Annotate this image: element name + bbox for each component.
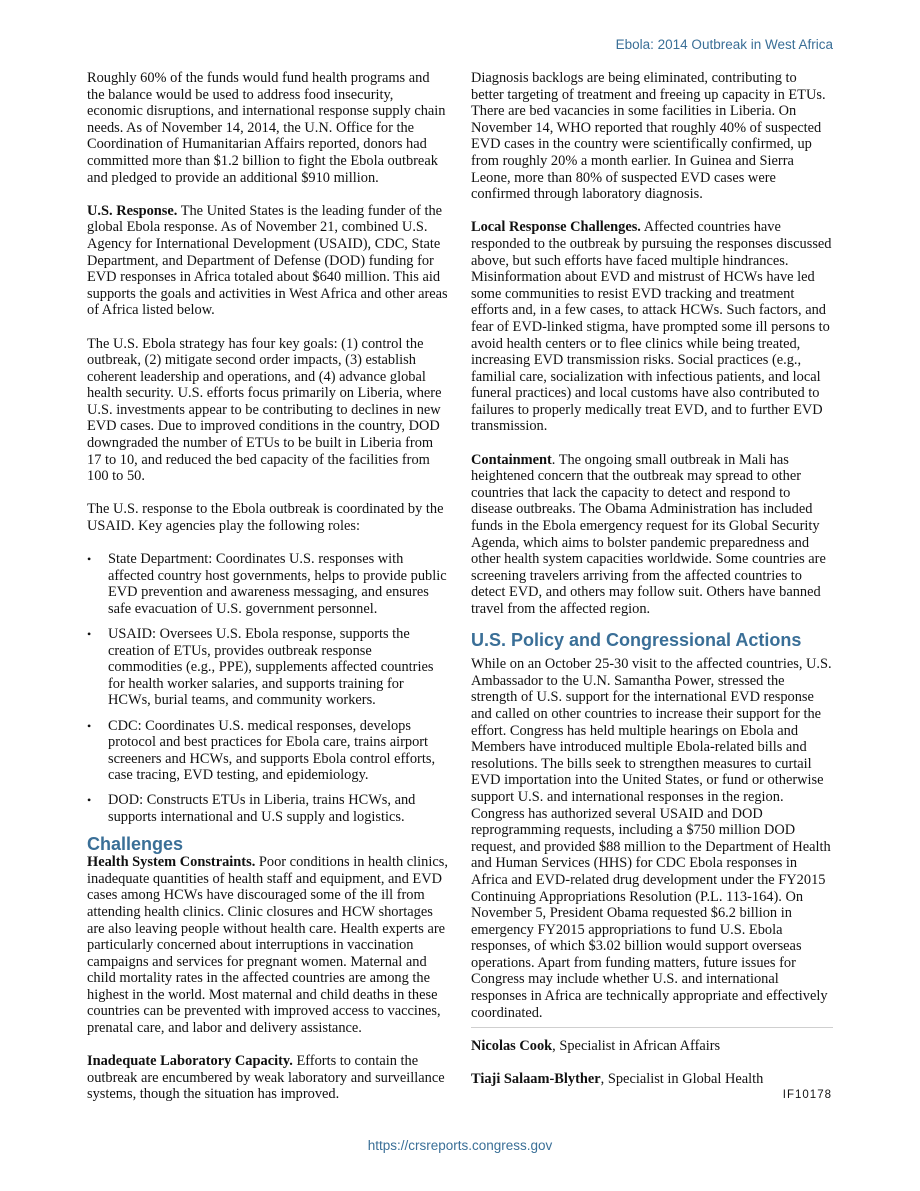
policy-paragraph: While on an October 25-30 visit to the affected countries, U.S. Ambassador to the U.N. Samantha Power, stressed the strength of U.S. support for the international EVD response and called on other countries to increase their support for the effort. Congress has held multiple hearings on Ebola and Members have introduced multiple Ebola-related bills and resolutions. The bills seek to strengthen measures to curtail EVD importation into the United States, or fund or otherwise support U.S. and international responses in the region. Congress has authorized several USAID and DOD reprogramming requests, including a $750 million DOD request, and provided $88 million to the Department of Health and Human Services (HHS) for CDC Ebola responses in Africa and EVD-related drug development under the FY2015 Continuing Appropriations Resolution (P.L. 113-164). On November 5, President Obama requested $6.2 billion in emergency FY2015 appropriations to fund U.S. Ebola responses, of which $3.02 billion would support overseas operations. Apart from funding matters, future issues for Congress may include whether U.S. and international responses in Africa are technically appropriate and effectively coordinated. <box>471 656 832 1021</box>
bullet-icon: • <box>87 627 92 642</box>
left-column <box>87 70 449 1103</box>
footer-url-link[interactable]: https://crsreports.congress.gov <box>367 1138 553 1153</box>
author-line <box>471 1071 833 1088</box>
report-id: IF10178 <box>782 1089 832 1101</box>
containment-text: . The ongoing small outbreak in Mali has heightened concern that the outbreak may spread to other countries that lack the capacity to detect and respond to disease outbreaks. The Obama Administration has included funds in the Ebola emergency request for its Global Security Agenda, which aims to bolster pandemic preparedness and other health system capacities worldwide. Some countries are screening travelers arriving from the affected countries to detect EVD, and others may follow suit. Others have banned travel from the affected region. <box>471 451 826 617</box>
lab-capacity-lead: Inadequate Laboratory Capacity. <box>87 1053 293 1070</box>
author-line <box>471 1038 833 1055</box>
containment-lead: Containment <box>471 451 552 468</box>
local-response-lead: Local Response Challenges. <box>471 219 641 236</box>
bullet-icon: • <box>87 552 92 567</box>
health-system-paragraph <box>87 854 449 1037</box>
running-header-title: Ebola: 2014 Outbreak in West Africa <box>615 37 833 52</box>
author-divider <box>471 1027 833 1028</box>
bullet-icon: • <box>87 793 92 808</box>
strategy-paragraph: The U.S. Ebola strategy has four key goals: (1) control the outbreak, (2) mitigate second order impacts, (3) establish coherent leadership and operations, and (4) advance global health security. U.S. efforts focus primarily on Liberia, where U.S. investments appear to be contributing to declines in new EVD cases. Due to improved conditions in the country, DOD downgraded the number of ETUs to be built in Liberia from 17 to 10, and reduced the bed capacity of the facilities from 100 to 50. <box>87 335 442 485</box>
list-item <box>87 551 449 617</box>
health-system-lead: Health System Constraints. <box>87 854 256 871</box>
containment-paragraph <box>471 452 833 618</box>
role-cdc: CDC: Coordinates U.S. medical responses, develops protocol and best practices for Ebola care, trains airport screeners and HCWs, and supports Ebola control efforts, case tracing, EVD testing, and epidemiology. <box>108 717 436 784</box>
role-usaid: USAID: Oversees U.S. Ebola response, supports the creation of ETUs, provides outbreak response commodities (e.g., PPE), supplements affected countries for health worker salaries, and supports training for HCWs, burial teams, and community workers. <box>108 626 434 709</box>
author-title: , Specialist in Global Health <box>600 1071 764 1088</box>
author-name: Nicolas Cook <box>471 1038 553 1055</box>
funds-paragraph: Roughly 60% of the funds would fund health programs and the balance would be used to address food insecurity, economic disruptions, and international response supply chain needs. As of November 14, 2014, the U.N. Office for the Coordination of Humanitarian Affairs reported, donors had committed more than $1.2 billion to fight the Ebola outbreak and pledged to provide an additional $910 million. <box>87 70 446 186</box>
coordination-paragraph: The U.S. response to the Ebola outbreak is coordinated by the USAID. Key agencies play the following roles: <box>87 501 444 535</box>
challenges-heading: Challenges <box>87 834 184 855</box>
us-response-text: The United States is the leading funder of the global Ebola response. As of November 21, combined U.S. Agency for International Development (USAID), CDC, State Department, and Department of Defense (DOD) funding for EVD responses in Africa totaled about $640 million. This aid supports the goals and activities in West Africa and other areas of Africa listed below. <box>87 202 448 319</box>
agency-roles-list <box>87 551 449 825</box>
author-name: Tiaji Salaam-Blyther <box>471 1071 601 1088</box>
list-item <box>87 718 449 784</box>
role-dod: DOD: Constructs ETUs in Liberia, trains HCWs, and supports international and U.S supply and logistics. <box>108 792 416 826</box>
author-title: , Specialist in African Affairs <box>552 1038 721 1055</box>
local-response-text: Affected countries have responded to the outbreak by pursuing the responses discussed above, but such efforts have faced multiple hindrances. Misinformation about EVD and mistrust of HCWs have led some communities to resist EVD tracking and treatment efforts and, in a few cases, to attack HCWs. Such factors, and fear of EVD-linked stigma, have prompted some ill persons to avoid health centers or to flee clinics while being treated, increasing EVD transmission risks. Social practices (e.g., familial care, socialization with infectious patients, and local funeral practices) and local customs have also contributed to failures to properly medically treat EVD, and to further EVD transmission. <box>471 219 832 435</box>
list-item <box>87 626 449 709</box>
lab-capacity-text: Efforts to contain the outbreak are encumbered by weak laboratory and surveillance systems, though the situation has improved. <box>87 1053 445 1103</box>
right-column <box>471 70 833 1105</box>
bullet-icon: • <box>87 718 92 733</box>
us-response-lead: U.S. Response. <box>87 202 178 219</box>
local-response-paragraph <box>471 219 833 435</box>
list-item <box>87 792 449 825</box>
policy-heading: U.S. Policy and Congressional Actions <box>471 630 802 651</box>
health-system-text: Poor conditions in health clinics, inadequate quantities of health staff and equipment, and EVD cases among HCWs have discouraged some of the ill from attending health clinics. Clinic closures and HCW shortages are also leaving people without health care. Health experts are particularly concerned about interruptions in vaccination campaigns and services for pregnant women. Maternal and child mortality rates in the affected countries are among the highest in the world. Most maternal and child deaths in these countries can be prevented with improved access to vaccines, prenatal care, and labor and delivery assistance. <box>87 854 448 1037</box>
lab-capacity-paragraph <box>87 1053 449 1103</box>
role-state-department: State Department: Coordinates U.S. responses with affected country host governments, helps to provide public EVD prevention and awareness messaging, and ensures safe evacuation of U.S. government personnel. <box>108 551 447 617</box>
us-response-paragraph <box>87 203 449 319</box>
diagnosis-paragraph: Diagnosis backlogs are being eliminated, contributing to better targeting of treatment and freeing up capacity in ETUs. There are bed vacancies in some facilities in Liberia. On November 14, WHO reported that roughly 40% of suspected EVD cases in the country were scientifically confirmed, up from roughly 20% a month earlier. In Guinea and Sierra Leone, more than 80% of suspected EVD cases were confirmed through laboratory diagnosis. <box>471 70 826 203</box>
